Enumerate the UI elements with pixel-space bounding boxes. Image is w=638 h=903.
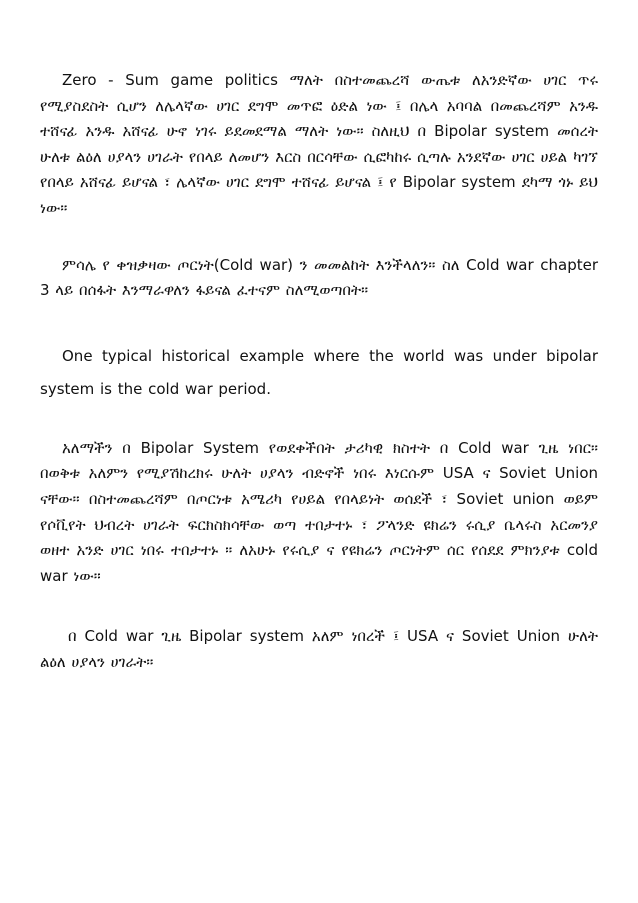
paragraph-zero-sum-definition: Zero - Sum game politics ማለት በስተመጨረሻ ውጤቱ ለአንድኛው ሀገር ጥሩ የሚያስደስት ሲሆን ለሌላኛው ሀገር ደግሞ መጥፎ ዕድል ነው ፤ በሌላ አባባል በመጨረሻም አንዱ ተሸናፊ አንዱ አሸናፊ ሁኖ ነገሩ ይደመደማል ማለት ነው። ስለዚህ በ Bipolar system መሰረት ሁለቱ ልዕለ ሀያላን ሀገራት የበላይ ለመሆን እርስ በርሳቸው ሲፎካከሩ ሲጣሉ አንደኛው ሀገር ሀይል ካገኘ የበላይ አሸናፊ ይሆናል ፣ ሌላኛው ሀገር ደግሞ ተሸናፊ ይሆናል ፤ የ Bipolar system ደካማ ጎኑ ይህ ነው። — [40, 71, 598, 217]
paragraph-english-example: One typical historical example where the world was under bipolar system is the cold war period. — [40, 346, 598, 398]
paragraph-bipolar-summary: በ Cold war ጊዜ Bipolar system አለም ነበረች ፤ USA ና Soviet Union ሁለት ልዕለ ሀያላን ሀገራት። — [40, 627, 598, 671]
paragraph-cold-war-example: ምሳሌ የ ቀዝቃዛው ጦርነት(Cold war) ን መመልከት እንችላለን። ስለ Cold war chapter 3 ላይ በሰፋት እንማራዋለን ፋይናል ፈተናም ስለሚወጣበት። — [40, 255, 598, 300]
paragraph-bipolar-history: አለማችን በ Bipolar System የወደቀችበት ታሪካዊ ክስተት በ Cold war ጊዜ ነበር። በወቅቱ አለምን የሚያሽከረክሩ ሁለት ሀያላን ብድኖች ነበሩ እነርሱም USA ና Soviet Union ናቸው። በስተመጨረሻም በጦርነቱ አሜሪካ የሀይል የበላይነት ወሰደች ፣ Soviet union ወይም የሶቪየት ህብረት ሀገራት ፍርክስክሳቸው ወጣ ተበታተኑ ፣ ፖላንድ ዩክሬን ሩሲያ ቤላሩስ አርመንያ ወዘተ አንድ ሀገር ነበሩ ተበታተኑ ። ለአሁኑ የሩሲያ ና የዩክሬን ጦርነትም ሰር የሰደደ ምክንያቱ cold war ነው። — [40, 438, 598, 585]
